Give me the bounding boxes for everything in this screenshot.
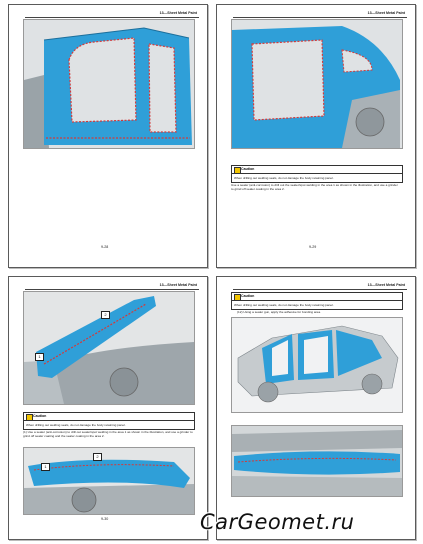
page-number: 9-28 [101, 245, 109, 249]
manual-page-3 [8, 276, 208, 540]
callout-1: 1 [35, 353, 44, 361]
page-header: 13—Sheet Metal Paint [159, 11, 197, 15]
warning-icon [26, 414, 33, 421]
procedure-note: Use a sealer (anti-corrosion) to drill out the sealer/spot welding in the area 1 as shown in the illustration, and use a grinder to grind off sealer coating in the area 2. [231, 183, 398, 191]
caution-box [231, 292, 403, 310]
caution-text: When drilling out welding seals, do not damage the body retaining panel. [26, 422, 126, 427]
page-number: 9-30 [101, 517, 109, 521]
caution-title: Caution [33, 414, 47, 419]
header-rule [25, 289, 199, 290]
header-rule [233, 289, 407, 290]
caution-text: When drilling out welding seals, do not damage the body retaining panel. [234, 302, 334, 307]
page-number: 9-29 [309, 245, 317, 249]
warning-icon [234, 294, 241, 301]
body-side-figure [23, 19, 195, 149]
manual-page-1 [8, 4, 208, 268]
manual-page-4 [216, 276, 416, 540]
manual-page-2 [216, 4, 416, 268]
caution-title-bar [24, 413, 194, 421]
rear-quarter-figure [231, 19, 403, 149]
caution-title: Caution [241, 167, 255, 172]
callout-2: 2 [93, 453, 102, 461]
caution-box [23, 412, 195, 430]
caution-title-bar [232, 166, 402, 174]
body-in-white-figure [231, 317, 403, 413]
procedure-note: (1) Use a sealer (anti-corrosion) to drill out sealer/spot welding in the area 1 as shown in the illustration, and use a grinder to grind off sealer coating and the sealer coating in the area 2. [23, 430, 193, 438]
page-header: 13—Sheet Metal Paint [159, 283, 197, 287]
fender-figure [23, 447, 195, 515]
header-rule [233, 17, 407, 18]
caution-box [231, 165, 403, 183]
procedure-note: (12) Using a sealer gun, apply the adhesive for bonding area. [237, 310, 321, 314]
front-pillar-figure [23, 291, 195, 405]
watermark-logo: CarGeomet.ru [200, 510, 355, 534]
caution-title-bar [232, 293, 402, 301]
caution-title: Caution [241, 294, 255, 299]
page-header: 13—Sheet Metal Paint [367, 283, 405, 287]
page-header: 13—Sheet Metal Paint [367, 11, 405, 15]
header-rule [25, 17, 199, 18]
warning-icon [234, 167, 241, 174]
callout-1: 1 [41, 463, 50, 471]
caution-text: When drilling out welding seals, do not damage the body retaining panel. [234, 175, 334, 180]
rocker-panel-figure [231, 425, 403, 497]
callout-2: 2 [101, 311, 110, 319]
